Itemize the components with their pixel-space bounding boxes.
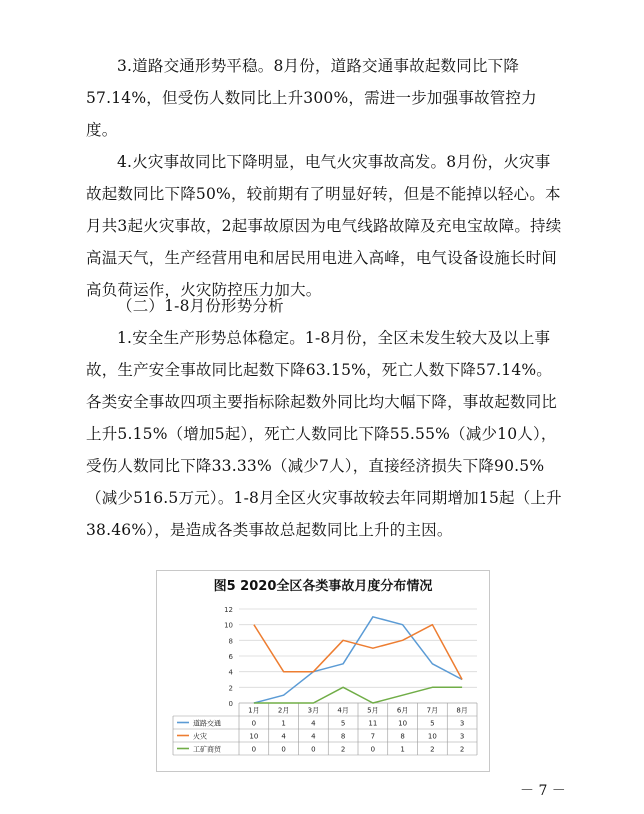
x-tick-label: 5月 — [367, 706, 379, 715]
y-tick-label: 0 — [228, 700, 233, 708]
x-tick-label: 3月 — [307, 706, 320, 715]
chart-plot — [157, 593, 489, 769]
data-label: 4 — [311, 719, 316, 728]
data-label: 2 — [459, 745, 465, 754]
y-tick-label: 2 — [228, 684, 233, 693]
data-label: 8 — [340, 732, 346, 741]
x-tick-label: 2月 — [277, 706, 290, 715]
series-line — [254, 687, 462, 703]
data-label: 2 — [340, 745, 346, 754]
y-tick-label: 4 — [228, 668, 233, 677]
data-label: 11 — [368, 719, 378, 728]
series-line — [254, 617, 462, 703]
data-label: 2 — [430, 745, 435, 754]
page-number: － 7 － — [520, 783, 566, 799]
x-tick-label: 1月 — [248, 706, 260, 715]
y-tick-label: 8 — [228, 637, 233, 646]
data-label: 5 — [340, 719, 346, 728]
chart-title: 图5 2020全区各类事故月度分布情况 — [213, 579, 433, 594]
data-label: 4 — [281, 732, 286, 741]
y-tick-label: 6 — [228, 653, 233, 661]
data-label: 0 — [281, 745, 286, 754]
x-tick-label: 8月 — [456, 706, 468, 715]
data-label: 4 — [311, 732, 316, 741]
y-tick-label: 10 — [224, 621, 233, 630]
data-label: 10 — [249, 732, 259, 741]
data-label: 10 — [427, 732, 437, 741]
data-label: 0 — [251, 719, 257, 728]
data-label: 7 — [370, 732, 376, 741]
x-tick-label: 4月 — [337, 706, 349, 715]
series-name: 火灾 — [193, 732, 207, 741]
data-label: 0 — [311, 745, 316, 754]
paragraph-jan-aug-analysis: 1.安全生产形势总体稳定。1-8月份，全区未发生较大及以上事故，生产安全事故同比起数下降63.15%，死亡人数下降57.14%。各类安全事故四项主要指标除起数外同比均大幅下降，事故起数同比上升5.15%（增加5起），死亡人数同比下降55.55%（减少10人），受伤人数同比下降33.33%（减少7人），直接经济损失下降90.5%（减少516.5万元）。1-8月全区火灾事故较去年同期增加15起（上升38.46%），是造成各类事故总起数同比上升的主因。 — [86, 329, 562, 539]
data-label: 0 — [370, 745, 376, 754]
section-heading: （二）1-8月份形势分析 — [117, 297, 284, 315]
data-label: 10 — [398, 719, 408, 728]
x-tick-label: 7月 — [426, 706, 439, 715]
x-tick-label: 6月 — [396, 706, 409, 715]
y-tick-label: 12 — [224, 606, 233, 614]
accident-monthly-chart — [156, 570, 490, 772]
data-label: 1 — [400, 745, 405, 754]
series-name: 道路交通 — [193, 719, 221, 728]
paragraph-fire-accidents: 4.火灾事故同比下降明显，电气火灾事故高发。8月份，火灾事故起数同比下降50%，较前期有了明显好转，但是不能掉以轻心。本月共3起火灾事故，2起事故原因为电气线路故障及充电宝故障。持续高温天气，生产经营用电和居民用电进入高峰，电气设备设施长时间高负荷运作，火灾防控压力加大。 — [86, 153, 562, 299]
data-label: 3 — [459, 719, 465, 728]
data-label: 1 — [281, 719, 286, 728]
data-label: 0 — [251, 745, 257, 754]
data-label: 3 — [459, 732, 465, 741]
data-label: 8 — [400, 732, 405, 741]
data-label: 5 — [430, 719, 435, 728]
series-name: 工矿商贸 — [193, 745, 221, 754]
paragraph-road-traffic: 3.道路交通形势平稳。8月份，道路交通事故起数同比下降57.14%，但受伤人数同比上升300%，需进一步加强事故管控力度。 — [86, 57, 537, 139]
